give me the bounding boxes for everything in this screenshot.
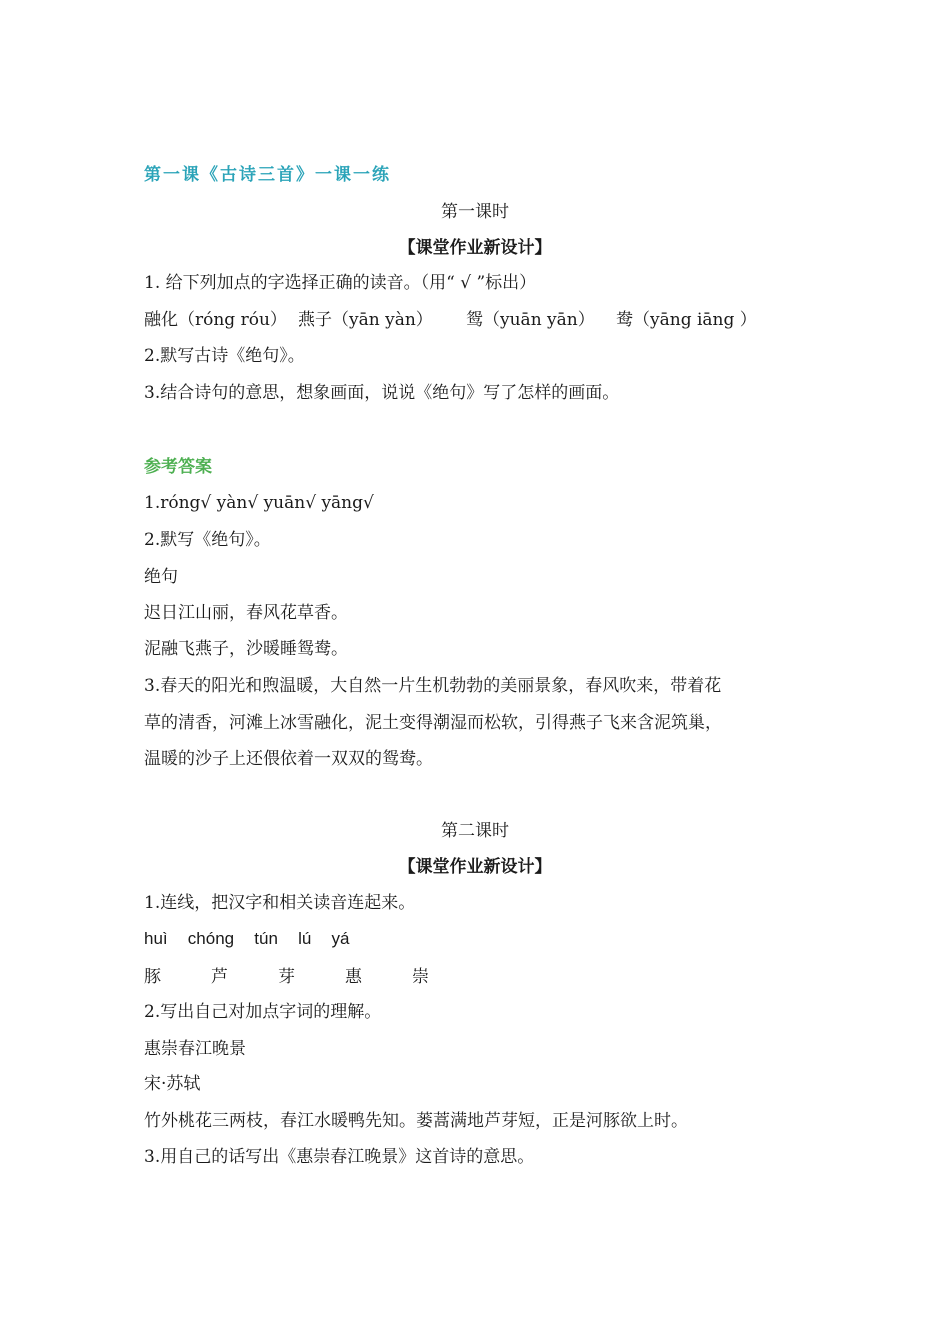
lesson2-question-1: 1.连线，把汉字和相关读音连起来。 bbox=[144, 893, 416, 913]
lesson2-question-3: 3.用自己的话写出《惠崇春江晚景》这首诗的意思。 bbox=[144, 1147, 535, 1167]
character-chong: 崇 bbox=[412, 967, 429, 987]
document-title: 第一课《古诗三首》一课一练 bbox=[144, 165, 391, 185]
answer-poem-title: 绝句 bbox=[144, 567, 178, 587]
lesson1-question-3: 3.结合诗句的意思，想象画面，说说《绝句》写了怎样的画面。 bbox=[144, 383, 620, 403]
answers-heading: 参考答案 bbox=[144, 457, 212, 477]
answer-3-line-1: 3.春天的阳光和煦温暖，大自然一片生机勃勃的美丽景象，春风吹来，带着花 bbox=[144, 676, 722, 696]
option-yang: 鸯（yāng iāng ） bbox=[616, 310, 757, 330]
lesson2-question-2: 2.写出自己对加点字词的理解。 bbox=[144, 1002, 382, 1022]
answer-poem-line-2: 泥融飞燕子，沙暖睡鸳鸯。 bbox=[144, 639, 348, 659]
lesson2-poem-title: 惠崇春江晚景 bbox=[144, 1039, 246, 1059]
answer-1: 1.róng√ yàn√ yuān√ yāng√ bbox=[144, 493, 374, 513]
lesson2-section-title: 【课堂作业新设计】 bbox=[398, 857, 552, 877]
character-row bbox=[144, 965, 479, 989]
character-tun: 豚 bbox=[144, 967, 161, 987]
character-ya: 芽 bbox=[278, 967, 295, 987]
lesson2-poem-text: 竹外桃花三两枝，春江水暖鸭先知。蒌蒿满地芦芽短，正是河豚欲上时。 bbox=[144, 1111, 688, 1131]
answer-2: 2.默写《绝句》。 bbox=[144, 530, 271, 550]
pinyin-row bbox=[144, 927, 349, 951]
lesson1-question-1: 1. 给下列加点的字选择正确的读音。（用“ √ ”标出） bbox=[144, 273, 537, 293]
option-yanzi: 燕子（yān yàn） bbox=[298, 310, 433, 330]
pinyin-row-text: huì chóng tún lú yá bbox=[144, 929, 350, 948]
answer-3-line-3: 温暖的沙子上还偎依着一双双的鸳鸯。 bbox=[144, 749, 433, 769]
lesson1-q1-options bbox=[144, 308, 757, 332]
option-yuan: 鸳（yuān yān） bbox=[466, 310, 595, 330]
lesson2-period: 第二课时 bbox=[441, 821, 509, 841]
answer-3-line-2: 草的清香，河滩上冰雪融化，泥土变得潮湿而松软，引得燕子飞来含泥筑巢， bbox=[144, 713, 722, 733]
character-hui: 惠 bbox=[345, 967, 362, 987]
answer-poem-line-1: 迟日江山丽，春风花草香。 bbox=[144, 603, 348, 623]
lesson2-poem-author: 宋·苏轼 bbox=[144, 1074, 201, 1094]
lesson1-period: 第一课时 bbox=[441, 202, 509, 222]
option-ronghua: 融化（róng róu） bbox=[144, 310, 287, 330]
character-lu: 芦 bbox=[211, 967, 228, 987]
lesson1-question-2: 2.默写古诗《绝句》。 bbox=[144, 346, 305, 366]
lesson1-section-title: 【课堂作业新设计】 bbox=[398, 238, 552, 258]
